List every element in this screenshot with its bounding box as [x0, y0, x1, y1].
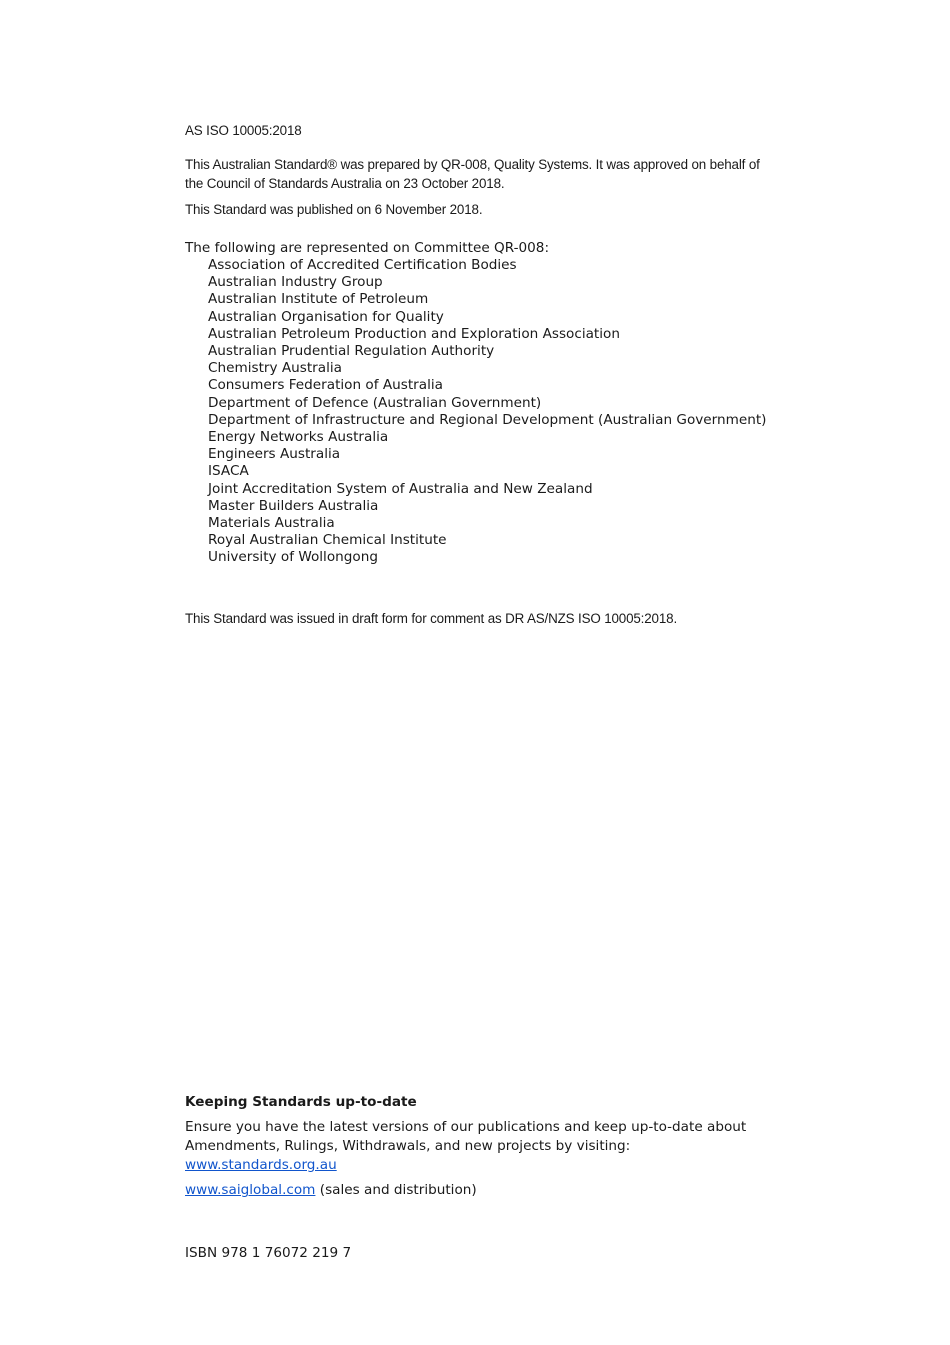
committee-member: Energy Networks Australia [208, 429, 389, 446]
saiglobal-line [185, 1182, 785, 1199]
published-statement: This Standard was published on 6 November 2018. [185, 202, 483, 217]
prepared-statement: This Australian Standard® was prepared by QR-008, Quality Systems. It was approved on behalf of the Council of Standards Australia on 23 October 2018. [185, 157, 760, 191]
committee-member: Master Builders Australia [208, 497, 379, 514]
committee-section [185, 239, 767, 567]
committee-member: Materials Australia [208, 515, 335, 532]
committee-member: Consumers Federation of Australia [208, 377, 443, 394]
committee-member: Association of Accredited Certification Bodies [208, 257, 517, 273]
committee-member: Australian Petroleum Production and Exploration Association [208, 325, 620, 342]
draft-statement: This Standard was issued in draft form for comment as DR AS/NZS ISO 10005:2018. [185, 611, 678, 626]
committee-member: Department of Infrastructure and Regional Development (Australian Government) [208, 411, 767, 428]
committee-intro: The following are represented on Committee QR-008: [185, 240, 550, 256]
committee-member: Australian Prudential Regulation Authority [208, 343, 495, 360]
committee-member: University of Wollongong [208, 549, 378, 566]
saiglobal-website-link[interactable]: www.saiglobal.com [185, 1182, 316, 1199]
committee-member: Chemistry Australia [208, 360, 342, 377]
keeping-heading: Keeping Standards up-to-date [185, 1094, 417, 1110]
committee-member: Australian Institute of Petroleum [208, 291, 429, 308]
committee-member: Joint Accreditation System of Australia and New Zealand [208, 480, 593, 497]
committee-member: Australian Industry Group [208, 274, 383, 291]
keeping-body [185, 1118, 785, 1175]
committee-member-list [185, 257, 767, 567]
standards-website-link[interactable]: www.standards.org.au [185, 1157, 337, 1174]
committee-member: Engineers Australia [208, 446, 341, 463]
saiglobal-note: (sales and distribution) [319, 1182, 477, 1199]
isbn: ISBN 978 1 76072 219 7 [185, 1245, 352, 1261]
keeping-up-to-date-section [185, 1094, 785, 1199]
committee-member: Australian Organisation for Quality [208, 308, 444, 325]
committee-member: Royal Australian Chemical Institute [208, 532, 447, 549]
committee-member: Department of Defence (Australian Government) [208, 394, 542, 411]
standard-designation: AS ISO 10005:2018 [185, 123, 302, 138]
committee-member: ISACA [208, 463, 249, 480]
keeping-body-text: Ensure you have the latest versions of our publications and keep up-to-date about Amendments, Rulings, Withdrawals, and new projects by visiting: [185, 1119, 747, 1155]
